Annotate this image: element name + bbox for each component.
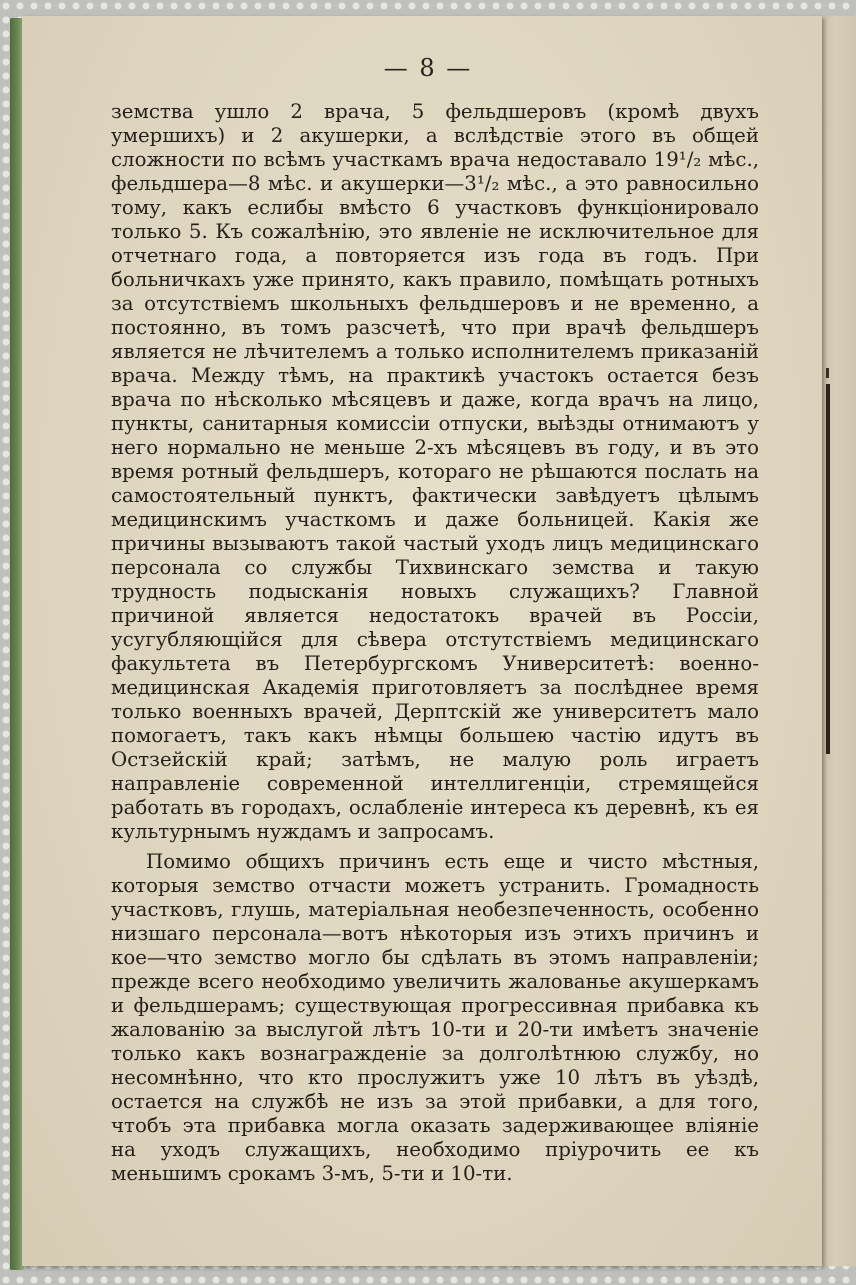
body-text xyxy=(111,100,759,1186)
paragraph-2: Помимо общихъ причинъ есть еще и чисто мѣстныя, которыя земство отчасти можетъ устранить. Громадность участковъ, глушь, матеріальная необезпеченность, особенно низшаго персонала—вотъ нѣкоторыя изъ этихъ причинъ и кое—что земство могло бы сдѣлать въ этомъ направленіи; прежде всего необходимо увеличить жалованье акушеркамъ и фельдшерамъ; существующая прогрессивная прибавка къ жалованію за выслугой лѣтъ 10-ти и 20-ти имѣетъ значеніе только какъ вознагражденіе за долголѣтнюю службу, но несомнѣнно, что кто прослужитъ уже 10 лѣтъ въ уѣздѣ, остается на службѣ не изъ за этой прибавки, а для того, чтобъ эта прибавка могла оказать задерживающее вліяніе на уходъ служащихъ, необходимо пріурочить ее къ меньшимъ срокамъ 3-мъ, 5-ти и 10-ти. xyxy=(111,850,759,1185)
edge-mark-top xyxy=(826,368,829,378)
page-number: — 8 — xyxy=(383,54,473,82)
paragraph-1: земства ушло 2 врача, 5 фельдшеровъ (кромѣ двухъ умершихъ) и 2 акушерки, а вслѣдствіе этого въ общей сложности по всѣмъ участкамъ врача недоставало 19¹/₂ мѣс., фельдшера—8 мѣс. и акушерки—3¹/₂ мѣс., а это равносильно тому, какъ еслибы вмѣсто 6 участковъ функціонировало только 5. Къ сожалѣнію, это явленіе не исключительное для отчетнаго года, а повторяется изъ года въ годъ. При больничкахъ уже принято, какъ правило, помѣщать ротныхъ за отсутствіемъ школьныхъ фельдшеровъ и не временно, а постоянно, въ томъ разсчетѣ, что при врачѣ фельдшеръ является не лѣчителемъ а только исполнителемъ приказаній врача. Между тѣмъ, на практикѣ участокъ остается безъ врача по нѣсколько мѣсяцевъ и даже, когда врачъ на лицо, пункты, санитарныя комиссіи отпуски, выѣзды отнимаютъ у него нормально не меньше 2-хъ мѣсяцевъ въ году, и въ это время ротный фельдшеръ, котораго не рѣшаются послать на самостоятельный пунктъ, фактически завѣдуетъ цѣлымъ медицинскимъ участкомъ и даже больницей. Какія же причины вызываютъ такой частый уходъ лицъ медицинскаго персонала со службы Тихвинскаго земства и такую трудность подысканія новыхъ служащихъ? Главной причиной является недостатокъ врачей въ Россіи, усугубляющійся для сѣвера отстутствіемъ медицинскаго факультета въ Петербургскомъ Университетѣ: военно-медицинская Академія приготовляетъ за послѣднее время только военныхъ врачей, Дерптскій же университетъ мало помогаетъ, такъ какъ нѣмцы большею частію идутъ въ Остзейскій край; затѣмъ, не малую роль играетъ направленіе современной интеллигенціи, стремящейся работать въ городахъ, ослабленіе интереса къ деревнѣ, къ ея культурнымъ нуждамъ и запросамъ. xyxy=(111,100,759,843)
edge-mark-bar xyxy=(826,384,830,754)
